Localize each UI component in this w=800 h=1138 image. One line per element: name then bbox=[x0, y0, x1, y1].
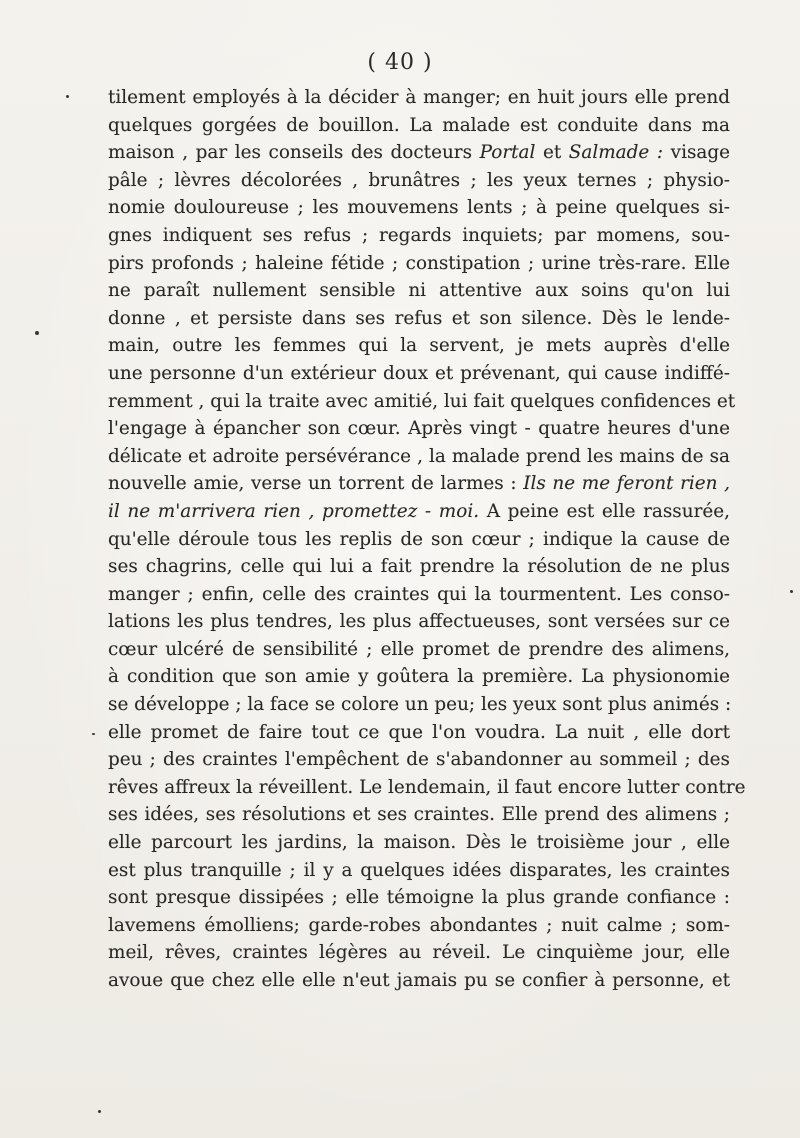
text-line bbox=[108, 112, 730, 140]
print-speck bbox=[35, 331, 39, 335]
text-line bbox=[108, 526, 730, 554]
text-line bbox=[108, 139, 730, 167]
italic-text: il ne m'arrivera rien , promettez - moi. bbox=[108, 500, 480, 522]
text-segment: manger ; enfin, celle des craintes qui la tourmentent. Les conso- bbox=[108, 583, 730, 605]
print-speck bbox=[66, 95, 69, 98]
text-line bbox=[108, 470, 730, 498]
text-segment: à condition que son amie y goûtera la première. La physionomie bbox=[108, 666, 730, 688]
body-text bbox=[108, 84, 746, 995]
text-segment: quelques gorgées de bouillon. La malade est conduite dans ma bbox=[108, 114, 730, 136]
text-line bbox=[108, 553, 730, 581]
text-segment: visage bbox=[663, 142, 731, 164]
italic-text: Portal bbox=[479, 142, 536, 164]
text-line bbox=[108, 719, 730, 747]
text-segment: pirs profonds ; haleine fétide ; constipation ; urine très-rare. Elle bbox=[108, 252, 730, 274]
print-speck bbox=[92, 733, 95, 735]
text-segment: gnes indiquent ses refus ; regards inquiets; par momens, sou- bbox=[108, 224, 730, 246]
text-segment: ses idées, ses résolutions et ses craintes. Elle prend des alimens ; bbox=[108, 804, 730, 826]
text-line bbox=[108, 167, 730, 195]
text-line bbox=[108, 967, 730, 995]
text-line bbox=[108, 746, 730, 774]
text-segment: remment , qui la traite avec amitié, lui fait quelques confidences et bbox=[108, 390, 736, 412]
text-segment: meil, rêves, craintes légères au réveil. Le cinquième jour, elle bbox=[108, 942, 730, 964]
text-segment: main, outre les femmes qui la servent, je mets auprès d'elle bbox=[108, 335, 730, 357]
text-segment: lavemens émolliens; garde-robes abondantes ; nuit calme ; som- bbox=[108, 914, 730, 936]
text-segment: peu ; des craintes l'empêchent de s'abandonner au sommeil ; des bbox=[108, 749, 730, 771]
text-line bbox=[108, 277, 730, 305]
text-segment: et bbox=[535, 142, 569, 164]
text-segment: est plus tranquille ; il y a quelques idées disparates, les craintes bbox=[108, 859, 730, 881]
text-line bbox=[108, 663, 730, 691]
text-segment: sont presque dissipées ; elle témoigne la plus grande confiance : bbox=[108, 887, 730, 909]
text-line bbox=[108, 332, 730, 360]
text-line bbox=[108, 939, 730, 967]
text-segment: rêves affreux la réveillent. Le lendemain, il faut encore lutter contre bbox=[108, 776, 746, 798]
text-line bbox=[108, 691, 730, 719]
text-segment: donne , et persiste dans ses refus et son silence. Dès le lende- bbox=[108, 307, 730, 329]
text-segment: elle promet de faire tout ce que l'on voudra. La nuit , elle dort bbox=[108, 721, 730, 743]
text-line bbox=[108, 857, 730, 885]
text-segment: l'engage à épancher son cœur. Après vingt - quatre heures d'une bbox=[108, 418, 730, 440]
text-segment: ne paraît nullement sensible ni attentive aux soins qu'on lui bbox=[108, 280, 730, 302]
print-speck bbox=[790, 590, 793, 593]
text-line bbox=[108, 250, 730, 278]
text-line bbox=[108, 194, 730, 222]
text-segment: pâle ; lèvres décolorées , brunâtres ; les yeux ternes ; physio- bbox=[108, 169, 730, 191]
italic-text: Salmade : bbox=[568, 142, 664, 164]
text-segment: délicate et adroite persévérance , la malade prend les mains de sa bbox=[108, 445, 730, 467]
text-segment: elle parcourt les jardins, la maison. Dès le troisième jour , elle bbox=[108, 832, 730, 854]
text-line bbox=[108, 222, 730, 250]
text-segment: avoue que chez elle elle n'eut jamais pu se confier à personne, et bbox=[108, 970, 730, 991]
text-line bbox=[108, 884, 730, 912]
text-line bbox=[108, 84, 730, 112]
text-segment: A peine est elle rassurée, bbox=[479, 500, 730, 522]
text-line bbox=[108, 581, 730, 609]
text-line bbox=[108, 801, 730, 829]
text-line bbox=[108, 443, 730, 471]
text-line bbox=[108, 415, 730, 443]
text-segment: lations les plus tendres, les plus affectueuses, sont versées sur ce bbox=[108, 611, 730, 633]
text-line bbox=[108, 774, 746, 802]
text-segment: tilement employés à la décider à manger; en huit jours elle prend bbox=[108, 87, 730, 108]
text-line bbox=[108, 912, 730, 940]
italic-text: Ils ne me feront rien , bbox=[523, 473, 731, 495]
text-line bbox=[108, 360, 730, 388]
text-line bbox=[108, 829, 730, 857]
text-line bbox=[108, 608, 730, 636]
text-line bbox=[108, 498, 730, 526]
text-segment: maison , par les conseils des docteurs bbox=[108, 142, 480, 164]
text-segment: cœur ulcéré de sensibilité ; elle promet de prendre des alimens, bbox=[108, 638, 730, 660]
text-line bbox=[108, 388, 736, 416]
page-number: ( 40 ) bbox=[367, 50, 433, 75]
text-segment: ses chagrins, celle qui lui a fait prendre la résolution de ne plus bbox=[108, 556, 730, 578]
text-line bbox=[108, 636, 730, 664]
print-speck bbox=[98, 1110, 101, 1113]
text-segment: une personne d'un extérieur doux et prévenant, qui cause indiffé- bbox=[108, 362, 730, 384]
text-segment: se développe ; la face se colore un peu; les yeux sont plus animés : bbox=[108, 694, 732, 716]
text-segment: nouvelle amie, verse un torrent de larmes : bbox=[108, 473, 524, 495]
text-segment: qu'elle déroule tous les replis de son cœur ; indique la cause de bbox=[108, 528, 730, 550]
text-segment: nomie douloureuse ; les mouvemens lents ; à peine quelques si- bbox=[108, 197, 730, 219]
text-line bbox=[108, 305, 730, 333]
